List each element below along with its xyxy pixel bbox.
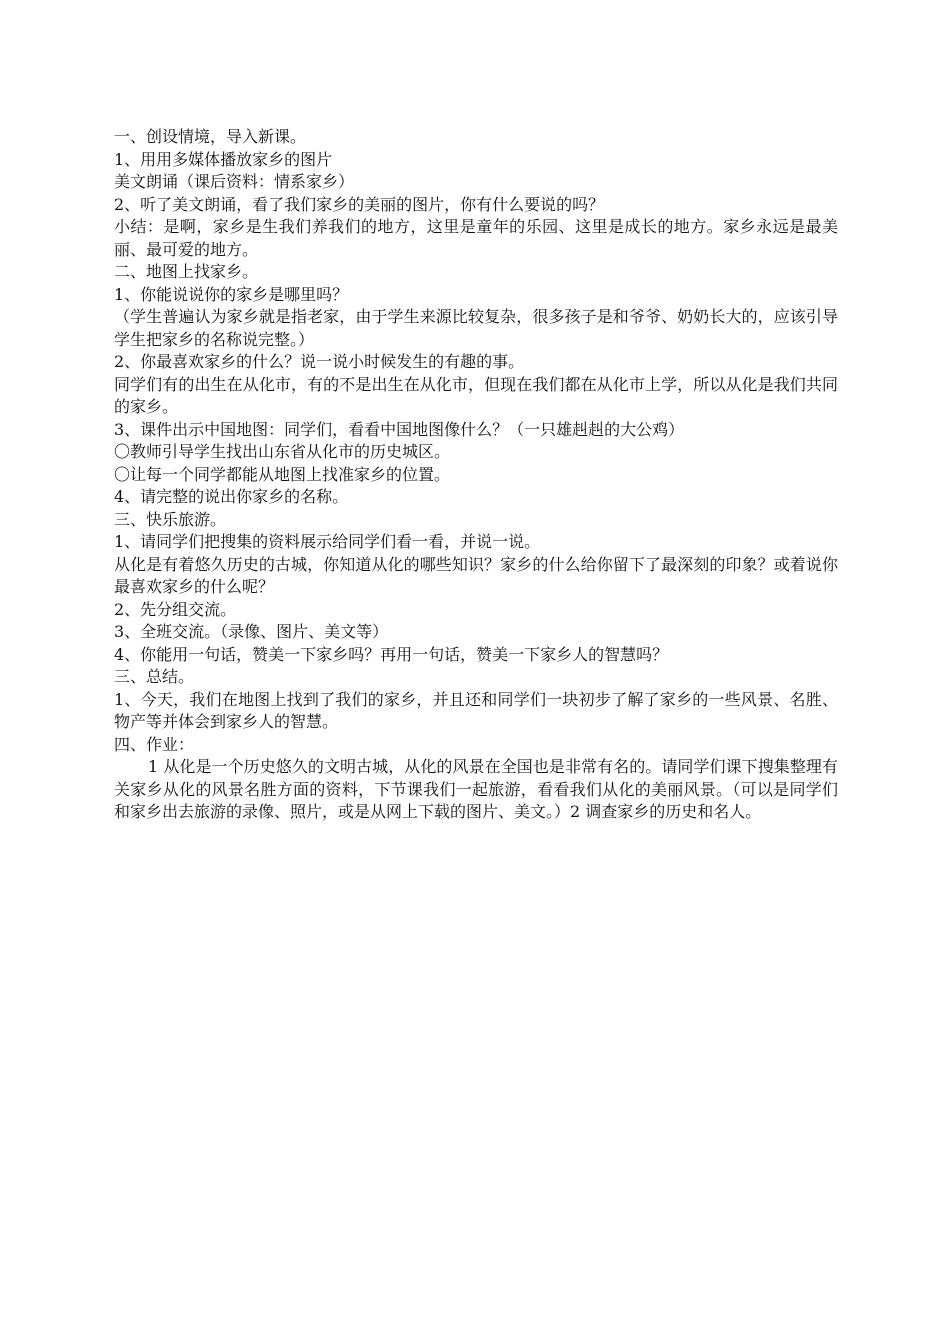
paragraph: 美文朗诵（课后资料：情系家乡） (114, 172, 355, 191)
document-page (114, 126, 838, 824)
section-heading-1: 一、创设情境，导入新课。 (114, 127, 307, 146)
paragraph: 〇教师引导学生找出山东省从化市的历史城区。 (114, 442, 451, 461)
paragraph: 2、先分组交流。 (114, 599, 237, 619)
paragraph: 从化是有着悠久历史的古城，你知道从化的哪些知识？家乡的什么给你留下了最深刻的印象？或着说你最喜欢家乡的什么呢？ (114, 554, 838, 596)
section-heading-2: 二、地图上找家乡。 (114, 262, 259, 281)
paragraph: 3、全班交流。（录像、图片、美文等） (114, 622, 389, 641)
paragraph: （学生普遍认为家乡就是指老家，由于学生来源比较复杂，很多孩子是和爷爷、奶奶长大的，应该引导学生把家乡的名称说完整。） (114, 307, 838, 349)
paragraph: 1、你能说说你的家乡是哪里吗？ (114, 284, 349, 304)
paragraph: 〇让每一个同学都能从地图上找准家乡的位置。 (114, 464, 451, 484)
paragraph: 2、你最喜欢家乡的什么？说一说小时候发生的有趣的事。 (114, 352, 525, 371)
paragraph: 2、听了美文朗诵，看了我们家乡的美丽的图片，你有什么要说的吗？ (114, 194, 605, 214)
section-heading-3: 三、快乐旅游。 (114, 509, 227, 529)
paragraph: 3、课件出示中国地图：同学们，看看中国地图像什么？（一只雄赳赳的大公鸡） (114, 419, 685, 439)
paragraph: 1、用用多媒体播放家乡的图片 (114, 149, 333, 169)
paragraph: 4、你能用一句话，赞美一下家乡吗？再用一句话，赞美一下家乡人的智慧吗？ (114, 644, 669, 664)
homework-paragraph: 1 从化是一个历史悠久的文明古城，从化的风景在全国也是非常有名的。请同学们课下搜集整理有关家乡从化的风景名胜方面的资料，下节课我们一起旅游，看看我们从化的美丽风景。（可以是同学们和家乡出去旅游的录像、照片，或是从网上下载的图片、美文。）2 调查家乡的历史和名人。 (114, 757, 838, 821)
paragraph: 小结：是啊，家乡是生我们养我们的地方，这里是童年的乐园、这里是成长的地方。家乡永远是最美丽、最可爱的地方。 (114, 217, 838, 259)
paragraph: 1、今天，我们在地图上找到了我们的家乡，并且还和同学们一块初步了解了家乡的一些风景、名胜、物产等并体会到家乡人的智慧。 (114, 689, 838, 731)
section-heading-4: 四、作业： (114, 734, 195, 754)
paragraph: 同学们有的出生在从化市，有的不是出生在从化市，但现在我们都在从化市上学，所以从化是我们共同的家乡。 (114, 374, 838, 416)
paragraph: 4、请完整的说出你家乡的名称。 (114, 487, 349, 506)
paragraph: 1、请同学们把搜集的资料展示给同学们看一看，并说一说。 (114, 532, 541, 551)
section-heading-summary: 三、总结。 (114, 667, 195, 686)
